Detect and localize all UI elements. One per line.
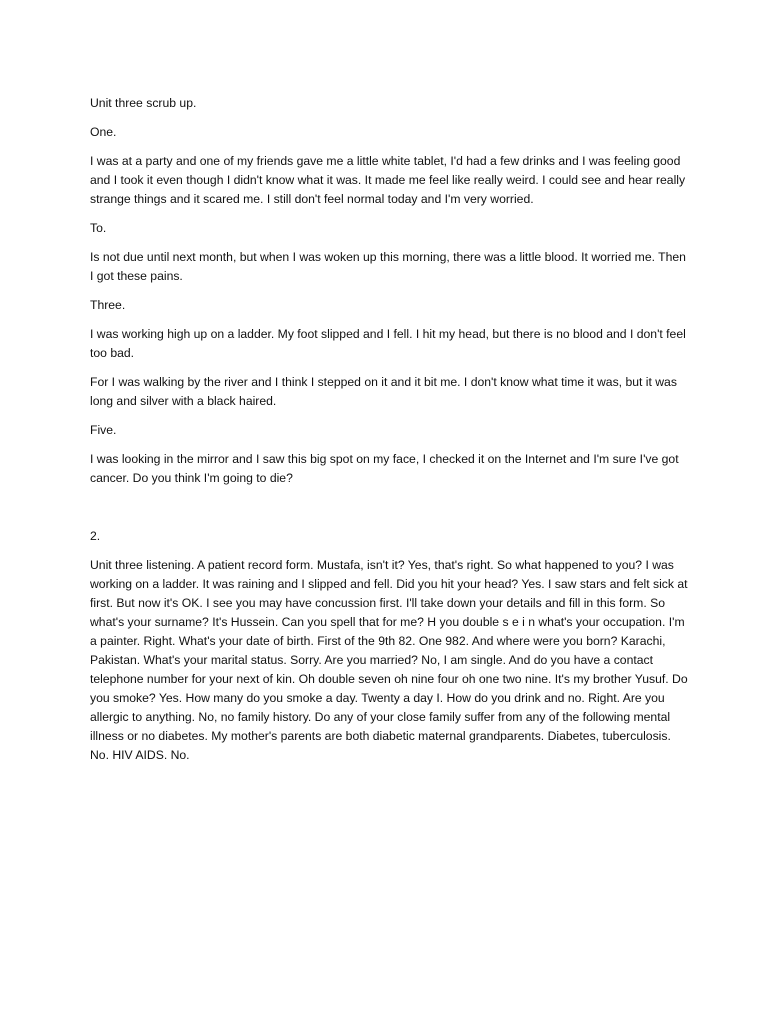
item4-text: For I was walking by the river and I think I stepped on it and it bit me. I don't know what time it was, but it was long and silver with a black haired. [90,375,677,408]
item5-label: Five. [90,423,117,437]
item2-label: To. [90,221,107,235]
item3-text: I was working high up on a ladder. My foot slipped and I fell. I hit my head, but there is no blood and I don't feel too bad. [90,327,686,360]
item5-text: I was looking in the mirror and I saw this big spot on my face, I checked it on the Internet and I'm sure I've got cancer. Do you think I'm going to die? [90,452,679,485]
item2-text: Is not due until next month, but when I was woken up this morning, there was a little blood. It worried me. Then I got these pains. [90,250,686,283]
item1-text: I was at a party and one of my friends gave me a little white tablet, I'd had a few drinks and I was feeling good and I took it even though I didn't know what it was. It made me feel like really weird. I could see and hear really strange things and it scared me. I still don't feel normal today and I'm very worried. [90,154,686,206]
section2-number: 2. [90,529,101,543]
section1-title: Unit three scrub up. [90,96,197,110]
item3-label: Three. [90,298,126,312]
section2-text: Unit three listening. A patient record form. Mustafa, isn't it? Yes, that's right. So what happened to you? I was working on a ladder. It was raining and I slipped and fell. Did you hit your head? Yes. I saw stars and felt sick at first. But now it's OK. I see you may have concussion first. I'll take down your details and fill in this form. So what's your surname? It's Hussein. Can you spell that for me? H you double s e i n what's your occupation. I'm a painter. Right. What's your date of birth. First of the 9th 82. One 982. And where were you born? Karachi, Pakistan. What's your marital status. Sorry. Are you married? No, I am single. And do you have a contact telephone number for your next of kin. Oh double seven oh nine four oh one two nine. It's my brother Yusuf. Do you smoke? Yes. How many do you smoke a day. Twenty a day I. How do you drink and no. Right. Are you allergic to anything. No, no family history. Do any of your close family suffer from any of the following mental illness or no diabetes. My mother's parents are both diabetic maternal grandparents. Diabetes, tuberculosis. No. HIV AIDS. No. [90,558,688,762]
item1-label: One. [90,125,117,139]
section-gap [90,498,690,527]
document-page [90,94,690,775]
